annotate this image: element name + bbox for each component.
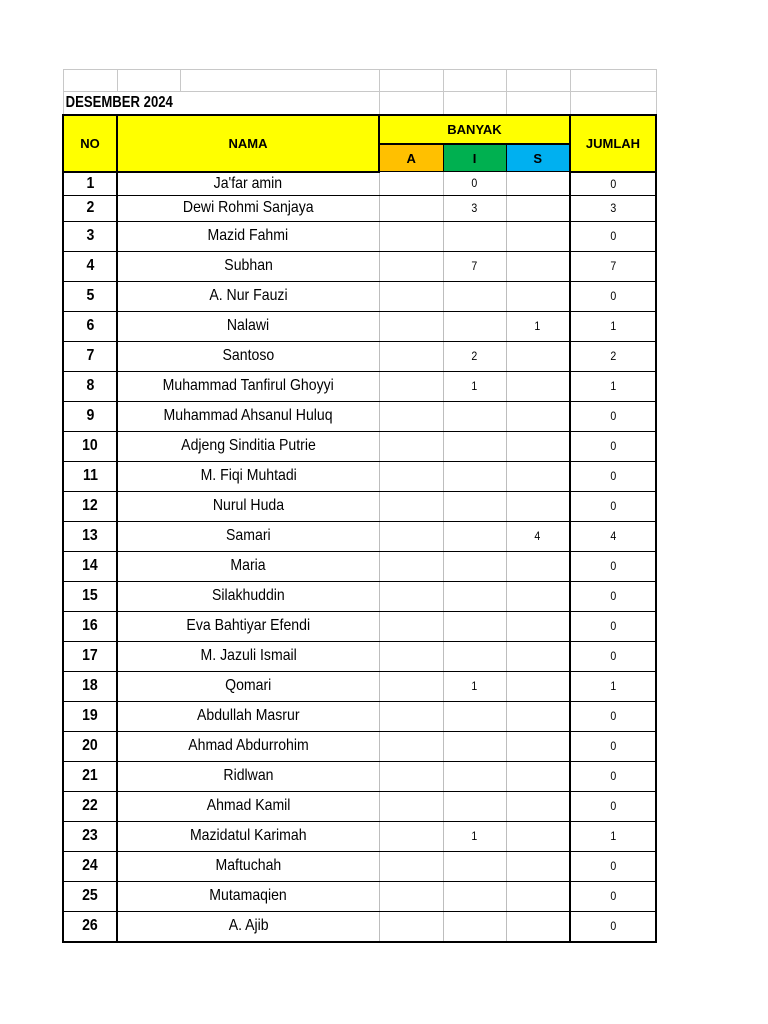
row-a[interactable] bbox=[379, 172, 443, 196]
row-nama[interactable] bbox=[117, 311, 379, 341]
row-jumlah[interactable] bbox=[570, 521, 656, 551]
row-no-text: 25 bbox=[82, 887, 98, 904]
row-jumlah[interactable] bbox=[570, 341, 656, 371]
table-row bbox=[63, 251, 656, 281]
row-i[interactable] bbox=[443, 701, 506, 731]
row-no-text: 13 bbox=[82, 527, 98, 544]
row-jumlah[interactable] bbox=[570, 221, 656, 251]
row-nama[interactable] bbox=[117, 701, 379, 731]
row-nama-text: Eva Bahtiyar Efendi bbox=[186, 617, 311, 634]
table-row bbox=[63, 731, 656, 761]
row-a[interactable] bbox=[379, 371, 443, 401]
row-no[interactable] bbox=[63, 821, 117, 851]
header-a[interactable]: A bbox=[379, 144, 443, 172]
row-nama[interactable] bbox=[117, 611, 379, 641]
row-nama-text: Nurul Huda bbox=[212, 497, 284, 514]
header-nama[interactable]: NAMA bbox=[117, 115, 379, 172]
row-no-text: 18 bbox=[82, 677, 98, 694]
sheet-title: DESEMBER 2024 bbox=[65, 94, 173, 111]
row-s[interactable] bbox=[506, 701, 570, 731]
table-body bbox=[63, 172, 656, 942]
row-no-text: 9 bbox=[86, 407, 94, 424]
row-i[interactable] bbox=[443, 281, 506, 311]
row-a[interactable] bbox=[379, 221, 443, 251]
row-no[interactable] bbox=[63, 701, 117, 731]
row-i[interactable] bbox=[443, 791, 506, 821]
empty-row bbox=[63, 70, 656, 92]
table-row bbox=[63, 821, 656, 851]
row-jumlah-text: 0 bbox=[610, 589, 616, 603]
row-i[interactable] bbox=[443, 461, 506, 491]
row-jumlah[interactable] bbox=[570, 551, 656, 581]
row-s[interactable] bbox=[506, 851, 570, 881]
header-jumlah[interactable]: JUMLAH bbox=[570, 115, 656, 172]
row-no[interactable] bbox=[63, 281, 117, 311]
row-nama-text: Ja'far amin bbox=[214, 174, 283, 192]
row-no-text: 1 bbox=[86, 174, 94, 192]
row-i-text: 3 bbox=[471, 201, 478, 215]
row-no[interactable] bbox=[63, 461, 117, 491]
row-no[interactable] bbox=[63, 761, 117, 791]
row-nama-text: Ahmad Kamil bbox=[206, 797, 291, 814]
row-no-text: 8 bbox=[86, 377, 94, 394]
row-a[interactable] bbox=[379, 195, 443, 221]
row-jumlah-text: 0 bbox=[610, 919, 616, 933]
row-a[interactable] bbox=[379, 881, 443, 911]
row-no-text: 19 bbox=[82, 707, 98, 724]
row-jumlah-text: 0 bbox=[610, 889, 616, 903]
row-s[interactable] bbox=[506, 371, 570, 401]
row-s[interactable] bbox=[506, 341, 570, 371]
row-no-text: 21 bbox=[82, 767, 98, 784]
table-row bbox=[63, 851, 656, 881]
table-row bbox=[63, 611, 656, 641]
row-i[interactable] bbox=[443, 521, 506, 551]
row-a[interactable] bbox=[379, 611, 443, 641]
table-row bbox=[63, 311, 656, 341]
row-no-text: 20 bbox=[82, 737, 98, 754]
row-nama[interactable] bbox=[117, 581, 379, 611]
row-a[interactable] bbox=[379, 671, 443, 701]
table-row bbox=[63, 195, 656, 221]
row-i-text: 1 bbox=[471, 679, 478, 693]
row-a[interactable] bbox=[379, 401, 443, 431]
row-no-text: 5 bbox=[86, 287, 94, 304]
row-jumlah[interactable] bbox=[570, 911, 656, 942]
row-nama[interactable] bbox=[117, 731, 379, 761]
row-no[interactable] bbox=[63, 172, 117, 196]
row-no[interactable] bbox=[63, 251, 117, 281]
row-nama-text: A. Ajib bbox=[228, 917, 269, 934]
row-no-text: 3 bbox=[86, 227, 94, 244]
row-jumlah-text: 4 bbox=[610, 529, 616, 543]
header-banyak[interactable]: BANYAK bbox=[379, 115, 570, 144]
row-jumlah-text: 0 bbox=[610, 409, 616, 423]
row-i[interactable] bbox=[443, 671, 506, 701]
row-jumlah[interactable] bbox=[570, 172, 656, 196]
row-a[interactable] bbox=[379, 521, 443, 551]
row-nama-text: Santoso bbox=[222, 347, 275, 364]
row-a[interactable] bbox=[379, 431, 443, 461]
row-i[interactable] bbox=[443, 551, 506, 581]
row-jumlah-text: 0 bbox=[610, 499, 616, 513]
row-no-text: 15 bbox=[82, 587, 98, 604]
row-no-text: 10 bbox=[82, 437, 98, 454]
row-jumlah-text: 2 bbox=[610, 349, 616, 363]
row-s-text: 1 bbox=[534, 319, 541, 333]
row-no-text: 23 bbox=[82, 827, 98, 844]
row-i[interactable] bbox=[443, 172, 506, 196]
attendance-sheet bbox=[62, 69, 656, 943]
row-i[interactable] bbox=[443, 611, 506, 641]
row-nama-text: Dewi Rohmi Sanjaya bbox=[182, 199, 314, 216]
row-s[interactable] bbox=[506, 431, 570, 461]
row-i[interactable] bbox=[443, 731, 506, 761]
row-jumlah[interactable] bbox=[570, 281, 656, 311]
row-nama-text: Mutamaqien bbox=[209, 887, 287, 904]
row-jumlah[interactable] bbox=[570, 611, 656, 641]
row-no[interactable] bbox=[63, 671, 117, 701]
row-nama-text: Muhammad Ahsanul Huluq bbox=[163, 407, 333, 424]
row-s[interactable] bbox=[506, 821, 570, 851]
row-no[interactable] bbox=[63, 581, 117, 611]
row-nama[interactable] bbox=[117, 881, 379, 911]
table-row bbox=[63, 581, 656, 611]
row-nama[interactable] bbox=[117, 341, 379, 371]
row-nama-text: Qomari bbox=[225, 677, 272, 694]
row-s[interactable] bbox=[506, 551, 570, 581]
row-s[interactable] bbox=[506, 221, 570, 251]
row-no-text: 11 bbox=[82, 467, 98, 484]
row-jumlah[interactable] bbox=[570, 821, 656, 851]
row-a[interactable] bbox=[379, 251, 443, 281]
row-nama[interactable] bbox=[117, 851, 379, 881]
row-nama-text: Subhan bbox=[223, 257, 273, 274]
row-no-text: 14 bbox=[82, 557, 98, 574]
row-jumlah[interactable] bbox=[570, 491, 656, 521]
header-no[interactable]: NO bbox=[63, 115, 117, 172]
row-i[interactable] bbox=[443, 761, 506, 791]
row-a[interactable] bbox=[379, 791, 443, 821]
row-a[interactable] bbox=[379, 311, 443, 341]
row-jumlah[interactable] bbox=[570, 671, 656, 701]
row-no-text: 16 bbox=[82, 617, 98, 634]
row-jumlah[interactable] bbox=[570, 371, 656, 401]
row-jumlah-text: 0 bbox=[610, 229, 616, 243]
row-s[interactable] bbox=[506, 791, 570, 821]
row-a[interactable] bbox=[379, 461, 443, 491]
row-no[interactable] bbox=[63, 641, 117, 671]
row-nama[interactable] bbox=[117, 195, 379, 221]
row-nama-text: Muhammad Tanfirul Ghoyyi bbox=[162, 377, 334, 394]
row-i[interactable] bbox=[443, 581, 506, 611]
row-a[interactable] bbox=[379, 851, 443, 881]
row-jumlah-text: 0 bbox=[610, 709, 616, 723]
row-a[interactable] bbox=[379, 491, 443, 521]
row-nama[interactable] bbox=[117, 491, 379, 521]
row-i-text: 1 bbox=[471, 379, 478, 393]
row-jumlah-text: 0 bbox=[610, 289, 616, 303]
row-jumlah-text: 0 bbox=[610, 559, 616, 573]
row-a[interactable] bbox=[379, 911, 443, 942]
row-jumlah-text: 0 bbox=[610, 469, 616, 483]
row-a[interactable] bbox=[379, 341, 443, 371]
row-i-text: 7 bbox=[471, 259, 478, 273]
row-jumlah-text: 1 bbox=[610, 319, 616, 333]
row-no[interactable] bbox=[63, 221, 117, 251]
row-no-text: 6 bbox=[86, 317, 94, 334]
row-no-text: 22 bbox=[82, 797, 98, 814]
row-i[interactable] bbox=[443, 195, 506, 221]
row-no[interactable] bbox=[63, 881, 117, 911]
row-jumlah-text: 7 bbox=[610, 259, 616, 273]
row-i[interactable] bbox=[443, 221, 506, 251]
row-s[interactable] bbox=[506, 641, 570, 671]
attendance-table bbox=[62, 69, 657, 943]
row-a[interactable] bbox=[379, 281, 443, 311]
row-nama-text: Mazid Fahmi bbox=[207, 227, 289, 244]
row-no[interactable] bbox=[63, 431, 117, 461]
row-no-text: 4 bbox=[86, 257, 94, 274]
row-i[interactable] bbox=[443, 821, 506, 851]
row-a[interactable] bbox=[379, 761, 443, 791]
row-no[interactable] bbox=[63, 791, 117, 821]
row-nama-text: Abdullah Masrur bbox=[196, 707, 300, 724]
row-s[interactable] bbox=[506, 881, 570, 911]
title-cell[interactable] bbox=[63, 92, 379, 116]
row-i-text: 0 bbox=[471, 176, 478, 191]
row-jumlah-text: 0 bbox=[610, 859, 616, 873]
row-jumlah-text: 1 bbox=[610, 829, 616, 843]
row-jumlah[interactable] bbox=[570, 761, 656, 791]
row-no[interactable] bbox=[63, 731, 117, 761]
table-row bbox=[63, 401, 656, 431]
row-s[interactable] bbox=[506, 311, 570, 341]
row-s[interactable] bbox=[506, 611, 570, 641]
row-nama-text: Maria bbox=[230, 557, 266, 574]
row-s[interactable] bbox=[506, 581, 570, 611]
row-jumlah-text: 0 bbox=[610, 739, 616, 753]
row-nama-text: Nalawi bbox=[227, 317, 270, 334]
row-nama-text: Ridlwan bbox=[223, 767, 274, 784]
table-row bbox=[63, 491, 656, 521]
row-nama[interactable] bbox=[117, 551, 379, 581]
table-row bbox=[63, 281, 656, 311]
row-nama-text: M. Fiqi Muhtadi bbox=[200, 467, 297, 484]
row-nama[interactable] bbox=[117, 791, 379, 821]
row-no-text: 2 bbox=[86, 199, 94, 216]
table-row bbox=[63, 551, 656, 581]
row-jumlah[interactable] bbox=[570, 701, 656, 731]
table-row bbox=[63, 461, 656, 491]
row-i-text: 1 bbox=[471, 829, 478, 843]
table-row bbox=[63, 911, 656, 942]
row-nama-text: A. Nur Fauzi bbox=[209, 287, 288, 304]
row-i[interactable] bbox=[443, 371, 506, 401]
row-nama[interactable] bbox=[117, 671, 379, 701]
row-no-text: 26 bbox=[82, 917, 98, 934]
row-i[interactable] bbox=[443, 341, 506, 371]
row-jumlah[interactable] bbox=[570, 731, 656, 761]
row-i[interactable] bbox=[443, 251, 506, 281]
row-nama[interactable] bbox=[117, 461, 379, 491]
row-jumlah[interactable] bbox=[570, 431, 656, 461]
row-s[interactable] bbox=[506, 281, 570, 311]
row-no[interactable] bbox=[63, 521, 117, 551]
row-s[interactable] bbox=[506, 401, 570, 431]
row-no[interactable] bbox=[63, 341, 117, 371]
table-row bbox=[63, 371, 656, 401]
row-jumlah-text: 0 bbox=[610, 439, 616, 453]
row-i[interactable] bbox=[443, 641, 506, 671]
row-nama[interactable] bbox=[117, 251, 379, 281]
row-s[interactable] bbox=[506, 911, 570, 942]
row-no[interactable] bbox=[63, 401, 117, 431]
row-jumlah-text: 0 bbox=[610, 799, 616, 813]
row-nama[interactable] bbox=[117, 431, 379, 461]
row-nama-text: Silakhuddin bbox=[211, 587, 285, 604]
row-s[interactable] bbox=[506, 172, 570, 196]
row-i[interactable] bbox=[443, 431, 506, 461]
row-s-text: 4 bbox=[534, 529, 541, 543]
row-no-text: 24 bbox=[82, 857, 98, 874]
row-jumlah[interactable] bbox=[570, 881, 656, 911]
table-row bbox=[63, 431, 656, 461]
table-row bbox=[63, 791, 656, 821]
row-a[interactable] bbox=[379, 731, 443, 761]
row-s[interactable] bbox=[506, 491, 570, 521]
row-nama-text: Adjeng Sinditia Putrie bbox=[180, 437, 316, 454]
row-nama-text: Maftuchah bbox=[215, 857, 282, 874]
row-no[interactable] bbox=[63, 371, 117, 401]
row-nama[interactable] bbox=[117, 821, 379, 851]
row-s[interactable] bbox=[506, 251, 570, 281]
row-nama-text: Samari bbox=[225, 527, 271, 544]
header-s[interactable]: S bbox=[506, 144, 570, 172]
row-jumlah-text: 1 bbox=[610, 379, 616, 393]
table-row bbox=[63, 671, 656, 701]
row-no[interactable] bbox=[63, 611, 117, 641]
row-nama[interactable] bbox=[117, 281, 379, 311]
row-nama[interactable] bbox=[117, 172, 379, 196]
row-jumlah[interactable] bbox=[570, 251, 656, 281]
row-no[interactable] bbox=[63, 311, 117, 341]
table-row bbox=[63, 521, 656, 551]
row-jumlah-text: 0 bbox=[610, 769, 616, 783]
row-i[interactable] bbox=[443, 401, 506, 431]
table-row bbox=[63, 172, 656, 196]
row-jumlah-text: 3 bbox=[610, 201, 616, 215]
table-row bbox=[63, 701, 656, 731]
row-i[interactable] bbox=[443, 881, 506, 911]
row-jumlah[interactable] bbox=[570, 195, 656, 221]
row-i[interactable] bbox=[443, 911, 506, 942]
row-a[interactable] bbox=[379, 701, 443, 731]
row-jumlah[interactable] bbox=[570, 461, 656, 491]
row-nama[interactable] bbox=[117, 761, 379, 791]
table-row bbox=[63, 341, 656, 371]
row-no-text: 17 bbox=[82, 647, 98, 664]
row-s[interactable] bbox=[506, 521, 570, 551]
row-i[interactable] bbox=[443, 851, 506, 881]
row-no[interactable] bbox=[63, 491, 117, 521]
row-jumlah[interactable] bbox=[570, 851, 656, 881]
table-row bbox=[63, 761, 656, 791]
table-row bbox=[63, 881, 656, 911]
row-no[interactable] bbox=[63, 551, 117, 581]
row-s[interactable] bbox=[506, 461, 570, 491]
row-no[interactable] bbox=[63, 911, 117, 942]
row-no-text: 12 bbox=[82, 497, 98, 514]
row-nama[interactable] bbox=[117, 521, 379, 551]
row-jumlah[interactable] bbox=[570, 641, 656, 671]
title-row bbox=[63, 92, 656, 116]
row-nama-text: Ahmad Abdurrohim bbox=[187, 737, 309, 754]
row-jumlah-text: 0 bbox=[610, 649, 616, 663]
row-jumlah[interactable] bbox=[570, 581, 656, 611]
row-nama[interactable] bbox=[117, 221, 379, 251]
row-no-text: 7 bbox=[86, 347, 94, 364]
row-s[interactable] bbox=[506, 671, 570, 701]
row-a[interactable] bbox=[379, 821, 443, 851]
row-a[interactable] bbox=[379, 551, 443, 581]
row-nama-text: M. Jazuli Ismail bbox=[200, 647, 297, 664]
row-nama[interactable] bbox=[117, 911, 379, 942]
row-nama-text: Mazidatul Karimah bbox=[189, 827, 307, 844]
table-row bbox=[63, 221, 656, 251]
row-nama[interactable] bbox=[117, 401, 379, 431]
row-no[interactable] bbox=[63, 195, 117, 221]
header-row bbox=[63, 115, 656, 144]
row-jumlah[interactable] bbox=[570, 401, 656, 431]
row-jumlah-text: 0 bbox=[610, 619, 616, 633]
table-row bbox=[63, 641, 656, 671]
row-jumlah-text: 1 bbox=[610, 679, 616, 693]
row-i[interactable] bbox=[443, 311, 506, 341]
row-i-text: 2 bbox=[471, 349, 478, 363]
row-jumlah[interactable] bbox=[570, 791, 656, 821]
header-i[interactable]: I bbox=[443, 144, 506, 172]
row-a[interactable] bbox=[379, 641, 443, 671]
row-s[interactable] bbox=[506, 761, 570, 791]
row-i[interactable] bbox=[443, 491, 506, 521]
row-a[interactable] bbox=[379, 581, 443, 611]
row-jumlah-text: 0 bbox=[610, 176, 616, 191]
row-nama[interactable] bbox=[117, 371, 379, 401]
row-jumlah[interactable] bbox=[570, 311, 656, 341]
row-nama[interactable] bbox=[117, 641, 379, 671]
row-no[interactable] bbox=[63, 851, 117, 881]
row-s[interactable] bbox=[506, 195, 570, 221]
row-s[interactable] bbox=[506, 731, 570, 761]
